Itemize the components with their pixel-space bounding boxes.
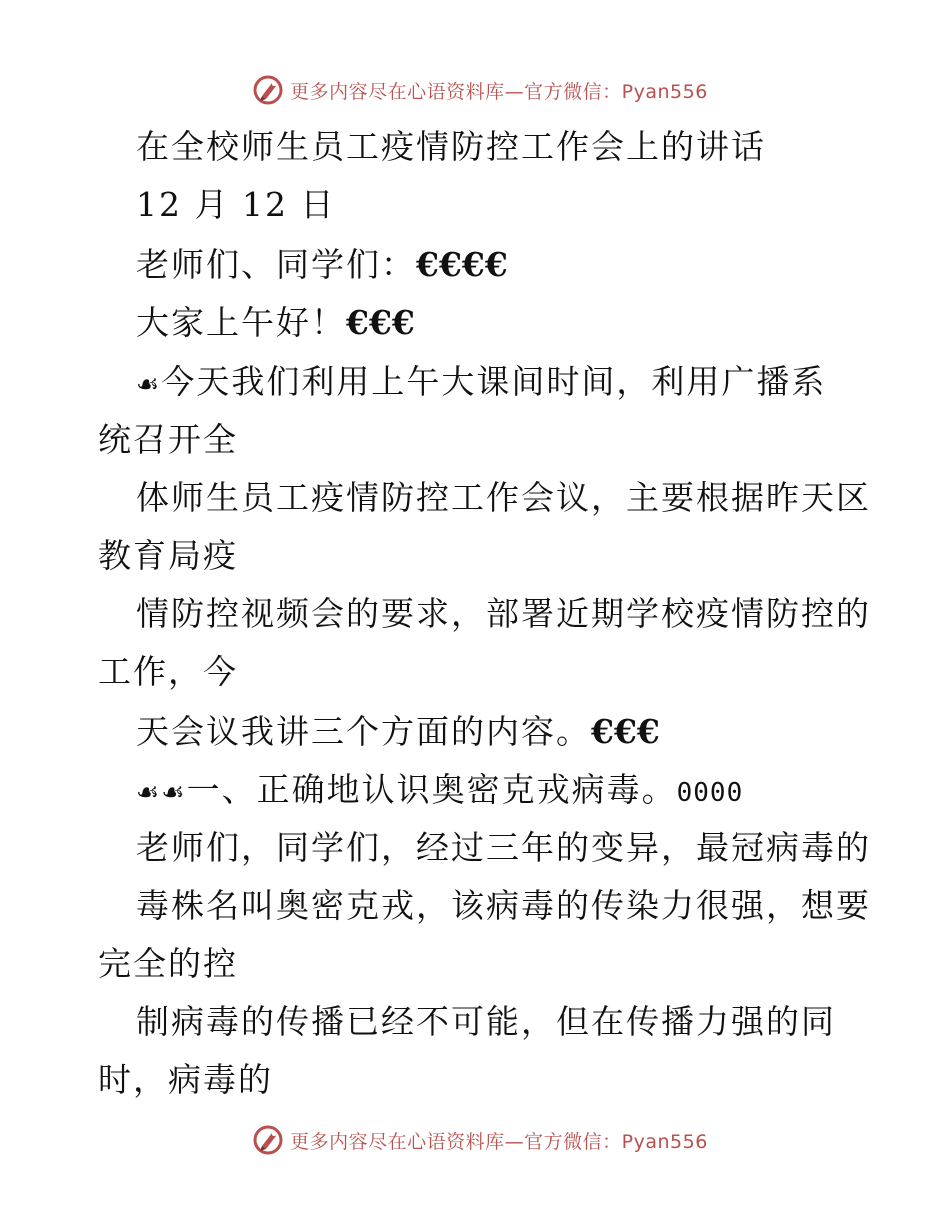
section-1-text: 一、正确地认识奥密克戎病毒。 xyxy=(186,770,677,809)
paragraph-2-line-3: 完全的控 xyxy=(98,944,238,983)
paragraph-1-text-1: 今天我们利用上午大课间时间，利用广播系 xyxy=(161,362,827,401)
paragraph-1-line-7 xyxy=(136,712,660,752)
section-1-mark: 0000 xyxy=(676,778,744,808)
header-banner xyxy=(0,70,950,110)
document-title: 在全校师生员工疫情防控工作会上的讲话 xyxy=(136,127,766,166)
paragraph-1-line-2: 统召开全 xyxy=(98,420,238,459)
paragraph-1-line-6: 工作，今 xyxy=(98,652,238,691)
footer-banner-content xyxy=(252,1124,708,1156)
greeting-mark-1: €€€€ xyxy=(416,245,508,284)
greeting-line-1 xyxy=(136,245,508,285)
floral-bullet-icon: ☙ xyxy=(136,778,160,808)
section-1-heading xyxy=(136,770,743,813)
footer-banner-text: 更多内容尽在心语资料库—官方微信：Pyan556 xyxy=(290,1130,708,1153)
paragraph-1-line-5: 情防控视频会的要求，部署近期学校疫情防控的 xyxy=(136,594,871,633)
paragraph-1-line-4: 教育局疫 xyxy=(98,536,238,575)
paragraph-1-text-7: 天会议我讲三个方面的内容。 xyxy=(136,712,591,751)
paragraph-2-line-2: 毒株名叫奥密克戎，该病毒的传染力很强，想要 xyxy=(136,886,871,925)
paragraph-2-line-1: 老师们，同学们，经过三年的变异，最冠病毒的 xyxy=(136,828,871,867)
document-date: 12 月 12 日 xyxy=(136,185,336,224)
header-banner-content xyxy=(252,74,708,106)
greeting-mark-2: €€€ xyxy=(346,303,415,342)
footer-banner xyxy=(0,1120,950,1160)
paragraph-1-line-1 xyxy=(136,362,826,405)
paragraph-1-line-3: 体师生员工疫情防控工作会议，主要根据昨天区 xyxy=(136,478,871,517)
floral-bullet-icon: ☙ xyxy=(136,370,160,400)
paragraph-2-line-5: 时，病毒的 xyxy=(98,1060,273,1099)
paragraph-2-line-4: 制病毒的传播已经不可能，但在传播力强的同 xyxy=(136,1002,836,1041)
greeting-text-2: 大家上午好！ xyxy=(136,303,346,342)
greeting-line-2 xyxy=(136,303,415,343)
greeting-text-1: 老师们、同学们： xyxy=(136,245,416,284)
floral-bullet-icon: ☙ xyxy=(161,778,185,808)
pen-logo-icon xyxy=(252,74,284,106)
pen-logo-icon xyxy=(252,1124,284,1156)
paragraph-1-mark: €€€ xyxy=(591,712,660,751)
header-banner-text: 更多内容尽在心语资料库—官方微信：Pyan556 xyxy=(290,80,708,103)
